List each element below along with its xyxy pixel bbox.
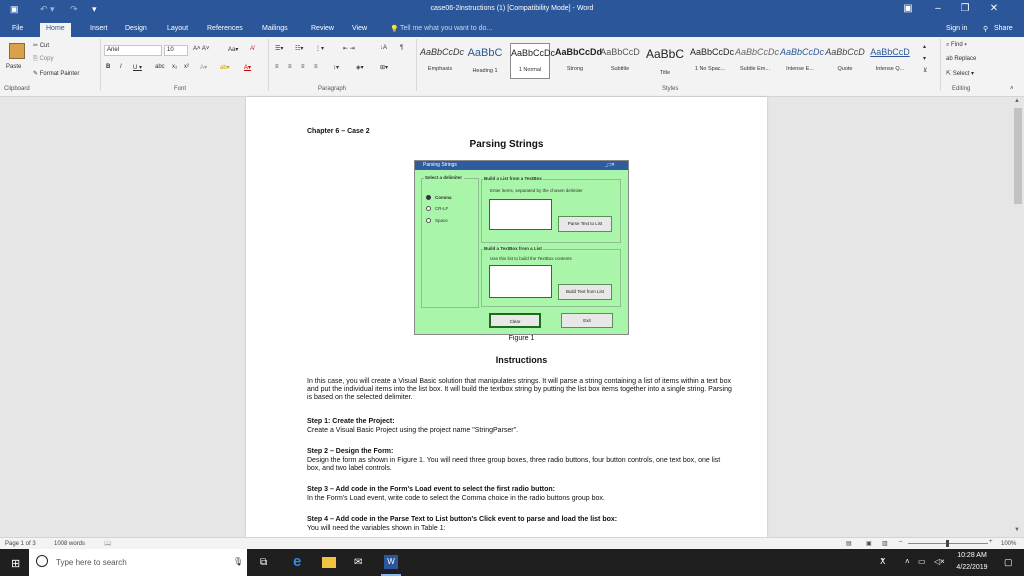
font-name-box[interactable]: Ariel: [104, 45, 162, 56]
subscript-button[interactable]: x₂: [172, 64, 178, 70]
close-button[interactable]: ✕: [989, 3, 999, 14]
tab-review[interactable]: Review: [311, 25, 334, 32]
style-name: 1 No Spac...: [694, 66, 726, 72]
align-center-icon[interactable]: ≡: [288, 64, 292, 70]
step-2-title: Step 2 – Design the Form:: [307, 448, 394, 455]
font-group-label: Font: [174, 86, 187, 92]
notifications-icon[interactable]: ▢: [1004, 557, 1013, 567]
font-size-box[interactable]: 10: [164, 45, 188, 56]
word-count[interactable]: 1008 words: [54, 541, 86, 547]
maximize-button[interactable]: ❐: [960, 3, 970, 14]
scissors-icon: ✂: [33, 43, 40, 49]
document-title: Parsing Strings: [469, 139, 544, 150]
taskbar-search-placeholder: Type here to search: [56, 558, 127, 567]
line-spacing-icon[interactable]: ↕▾: [333, 65, 340, 71]
style-preview: AaBbCcDc: [420, 47, 465, 57]
replace-label: Replace: [954, 56, 977, 62]
clear-button: Clear: [489, 313, 541, 328]
window-title: case06-2instructions (1) [Compatibility Mode] - Word: [430, 5, 594, 12]
build-list-group-label: Build a List from a TextBox: [484, 176, 542, 181]
scrollbar-thumb[interactable]: [1014, 108, 1022, 204]
collapse-ribbon-icon[interactable]: ˄: [1010, 86, 1014, 92]
cut-button[interactable]: [33, 42, 49, 49]
cut-label: Cut: [39, 43, 50, 49]
style-preview: AaBbC: [467, 47, 503, 59]
style-preview: AaBbCcD: [600, 47, 640, 57]
scroll-down-icon[interactable]: ▼: [1014, 527, 1020, 533]
justify-icon[interactable]: ≡: [314, 64, 318, 70]
brush-icon: ✎: [33, 71, 40, 77]
lightbulb-icon: 💡: [390, 26, 399, 33]
group-divider: [268, 39, 269, 91]
step-4-title: Step 4 – Add code in the Parse Text to List button's Click event to parse and load the list box:: [307, 516, 618, 523]
status-bar: [0, 537, 1024, 549]
style-preview: AaBbCcD: [870, 47, 910, 57]
form-title: Parsing Strings: [423, 162, 457, 168]
style-preview: AaBbC: [645, 47, 685, 61]
undo-icon[interactable]: ↶ ▾: [40, 4, 55, 14]
styles-scroll-up-icon[interactable]: ▴: [923, 44, 927, 50]
step-1-body: Create a Visual Basic Project using the project name "StringParser".: [307, 427, 519, 434]
styles-group-label: Styles: [662, 86, 679, 92]
zoom-slider-thumb[interactable]: [946, 540, 949, 547]
style-preview: AaBbCcDc: [735, 47, 780, 57]
chapter-header: Chapter 6 – Case 2: [307, 128, 370, 135]
shading-icon[interactable]: ◈▾: [356, 65, 364, 71]
tab-references[interactable]: References: [207, 25, 243, 32]
items-listbox: [489, 265, 552, 298]
paragraph-group-label: Paragraph: [318, 86, 347, 92]
clock-time[interactable]: 10:28 AM: [957, 552, 987, 559]
pilcrow-icon[interactable]: ¶: [400, 45, 404, 51]
styles-gallery: [420, 37, 930, 85]
ribbon: [0, 37, 1024, 97]
borders-icon[interactable]: ⊞▾: [380, 65, 389, 71]
customize-qat-icon[interactable]: ▾: [92, 4, 97, 14]
radio-crlf-label: CR-LF: [435, 206, 449, 211]
style-preview: AaBbCcDc: [511, 48, 556, 58]
replace-icon: ab: [946, 56, 955, 62]
align-right-icon[interactable]: ≡: [301, 64, 305, 70]
style-preview: AaBbCcDc: [780, 47, 825, 57]
redo-icon[interactable]: ↷: [70, 4, 78, 14]
style-name: Heading 1: [472, 68, 498, 74]
intro-paragraph: In this case, you will create a Visual Basic solution that manipulates strings. It will parse a string containing a list of items within a text box and put the individual items into the list box. It will build the textbox string by putting the list box items together into a single string. Parsing is based on the selected delimiter.: [307, 378, 732, 401]
parse-text-button: Parse Text to List: [558, 216, 612, 232]
minimize-button[interactable]: –: [935, 3, 941, 14]
tab-layout[interactable]: Layout: [167, 25, 189, 32]
group-divider: [940, 39, 941, 91]
copy-label: Copy: [39, 56, 54, 62]
word-taskbar-icon[interactable]: W: [384, 555, 398, 569]
italic-button[interactable]: I: [120, 64, 122, 70]
format-painter-label: Format Painter: [39, 71, 80, 77]
step-4-body: You will need the variables shown in Table 1:: [307, 525, 446, 532]
bullets-icon[interactable]: ☰▾: [275, 46, 284, 52]
form-title-bar: [415, 161, 628, 170]
style-preview: AaBbCcDd: [555, 47, 603, 57]
form-window-controls-icon: _□✕: [605, 162, 615, 168]
select-icon: ⇱: [946, 71, 953, 77]
replace-button[interactable]: [946, 56, 976, 62]
radio-crlf: [426, 206, 431, 211]
people-icon[interactable]: ⵅ: [880, 557, 886, 566]
tray-overflow-icon[interactable]: ˄: [905, 557, 910, 566]
proofing-icon[interactable]: 📖: [104, 541, 112, 547]
tab-view[interactable]: View: [352, 25, 368, 32]
multilevel-icon[interactable]: ⋮▾: [315, 46, 325, 52]
superscript-button[interactable]: x²: [184, 64, 189, 70]
print-layout-icon[interactable]: ▣: [866, 541, 872, 547]
paste-button[interactable]: Paste: [6, 64, 22, 70]
group-divider: [416, 39, 417, 91]
tab-insert[interactable]: Insert: [90, 25, 108, 32]
figure-caption: Figure 1: [508, 335, 535, 342]
style-item[interactable]: [870, 43, 910, 79]
title-bar: [0, 0, 1024, 21]
volume-icon[interactable]: ◁×: [934, 557, 945, 566]
clock-date[interactable]: 4/22/2019: [956, 564, 988, 571]
grow-font-icon[interactable]: A˄ A˅: [193, 46, 210, 52]
select-label: Select: [952, 71, 970, 77]
find-icon: ⌕: [946, 42, 952, 48]
style-item[interactable]: [645, 43, 685, 79]
person-icon: ⚲: [983, 26, 989, 33]
scroll-up-icon[interactable]: ▲: [1014, 98, 1020, 104]
instructions-heading: Instructions: [495, 355, 548, 365]
step-3-body: In the Form's Load event, write code to select the Comma choice in the radio buttons group box.: [307, 495, 605, 502]
find-button[interactable]: ⌕ Find ▾: [946, 42, 967, 48]
style-name: 1 Normal: [518, 67, 542, 73]
indent-icons[interactable]: ⇤ ⇥: [343, 46, 355, 52]
style-name: Intense Q...: [875, 66, 905, 72]
read-mode-icon[interactable]: ▤: [846, 541, 852, 547]
style-item[interactable]: [825, 43, 865, 79]
find-label: Find: [951, 42, 963, 48]
tab-mailings[interactable]: Mailings: [262, 25, 288, 32]
clipboard-icon: [9, 43, 25, 59]
zoom-in-icon[interactable]: +: [989, 539, 993, 545]
style-name: Subtitle: [610, 66, 630, 72]
style-item[interactable]: [555, 43, 603, 79]
radio-space: [426, 218, 431, 223]
select-button[interactable]: ⇱ Select ▾: [946, 71, 975, 77]
style-preview: AaBbCcDc: [690, 47, 735, 57]
ribbon-display-icon[interactable]: ▣: [903, 3, 913, 14]
build-text-hint: Use this list to build the TextBox contents: [490, 256, 572, 261]
clipboard-group-label: Clipboard: [4, 86, 30, 92]
sign-in-link[interactable]: Sign in: [946, 25, 968, 32]
copy-button[interactable]: [33, 56, 53, 63]
style-item[interactable]: [465, 43, 505, 79]
exit-button: Exit: [561, 313, 613, 328]
styles-more-icon[interactable]: ⊻: [923, 68, 928, 74]
bold-button[interactable]: B: [106, 64, 111, 70]
step-3-title: Step 3 – Add code in the Form's Load event to select the first radio button:: [307, 486, 555, 493]
sort-icon[interactable]: ↓A: [380, 45, 388, 51]
microphone-icon[interactable]: 🎙: [233, 557, 244, 566]
web-layout-icon[interactable]: ▥: [882, 541, 888, 547]
group-divider: [100, 39, 101, 91]
windows-start-icon[interactable]: ⊞: [11, 558, 21, 570]
numbering-icon[interactable]: ☷▾: [295, 46, 304, 52]
mail-icon[interactable]: ✉: [354, 557, 363, 568]
style-item[interactable]: [510, 43, 556, 79]
zoom-level[interactable]: 100%: [1001, 541, 1017, 547]
style-item[interactable]: [690, 43, 735, 79]
styles-scroll-down-icon[interactable]: ▾: [923, 56, 927, 62]
task-view-icon[interactable]: ⧉: [260, 557, 268, 568]
underline-button[interactable]: U ▾: [133, 65, 143, 71]
figure-1-form-image: [414, 160, 629, 335]
copy-icon: ⎘: [33, 56, 40, 62]
cortana-icon: [36, 555, 48, 567]
tab-home[interactable]: Home: [40, 23, 71, 37]
input-textbox: [489, 199, 552, 230]
clear-format-icon[interactable]: A̸: [250, 46, 255, 52]
delimiter-group-label: Select a delimiter: [425, 175, 463, 180]
radio-space-label: Space: [435, 218, 448, 223]
build-text-button: Build Text from List: [558, 284, 612, 300]
style-item[interactable]: [600, 43, 640, 79]
network-icon[interactable]: ▭: [918, 557, 926, 566]
style-name: Emphasis: [427, 66, 453, 72]
tab-design[interactable]: Design: [125, 25, 147, 32]
strikethrough-button[interactable]: abc: [155, 64, 165, 70]
change-case-icon[interactable]: Aa▾: [228, 47, 239, 53]
step-2-body: Design the form as shown in Figure 1. You will need three group boxes, three radio buttons, four button controls, one text box, one list box, and two label controls.: [307, 457, 721, 472]
style-name: Title: [659, 70, 671, 76]
editing-group-label: Editing: [952, 86, 971, 92]
style-name: Quote: [837, 66, 853, 72]
ribbon-tabs: [0, 21, 1024, 37]
highlight-icon[interactable]: ab▾: [220, 65, 230, 71]
tell-me-input[interactable]: Tell me what you want to do...: [400, 25, 493, 32]
zoom-out-icon[interactable]: –: [899, 539, 903, 545]
text-effects-icon[interactable]: A▾: [200, 65, 208, 71]
format-painter-button[interactable]: [33, 70, 79, 77]
page-count[interactable]: Page 1 of 3: [5, 541, 36, 547]
radio-comma-label: Comma: [435, 195, 452, 200]
build-list-hint: Enter items, separated by the chosen delimiter: [490, 188, 583, 193]
radio-comma: [426, 195, 431, 200]
align-left-icon[interactable]: ≡: [275, 64, 279, 70]
taskbar-search-box[interactable]: [29, 549, 247, 576]
edge-icon[interactable]: e: [293, 553, 302, 570]
file-explorer-icon[interactable]: [322, 557, 336, 568]
share-button[interactable]: Share: [994, 25, 1013, 32]
step-1-title: Step 1: Create the Project:: [307, 418, 395, 425]
build-text-group-label: Build a TextBox from a List: [484, 246, 542, 251]
style-item[interactable]: [735, 43, 780, 79]
style-name: Subtle Em...: [740, 66, 770, 72]
windows-taskbar: [0, 549, 1024, 576]
style-item[interactable]: [420, 43, 465, 79]
style-item[interactable]: [780, 43, 825, 79]
tab-file[interactable]: File: [12, 25, 24, 32]
style-name: Intense E...: [786, 66, 814, 72]
font-color-icon[interactable]: A▾: [244, 65, 252, 71]
save-icon[interactable]: ▣: [10, 4, 19, 14]
style-preview: AaBbCcD: [825, 47, 865, 57]
style-name: Strong: [566, 66, 584, 72]
